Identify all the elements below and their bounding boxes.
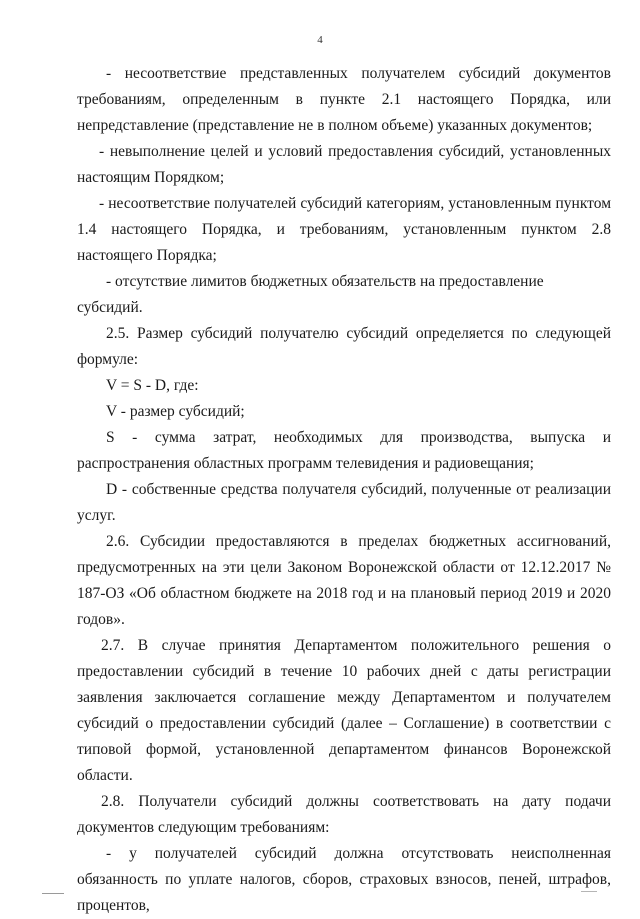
scan-edge-mark-right [581,891,597,892]
paragraph-2-8-requirements: 2.8. Получатели субсидий должны соответствовать на дату подачи документов следующим требованиям: [77,793,611,836]
scan-edge-mark-left [42,893,64,894]
paragraph-tax-obligations: - у получателей субсидий должна отсутствовать неисполненная обязанность по уплате налогов, сборов, страховых взносов, пеней, штрафов, процентов, [77,845,611,914]
formula-line: V = S - D, где: [106,377,199,394]
page-number: 4 [317,34,323,46]
document-body [77,61,611,919]
paragraph-budget-limits: - отсутствие лимитов бюджетных обязательств на предоставление субсидий. [77,273,544,316]
formula-definition-v: V - размер субсидий; [106,403,245,420]
formula-definition-s: S - сумма затрат, необходимых для производства, выпуска и распространения областных программ телевидения и радиовещания; [77,429,611,472]
paragraph-nonfulfillment-goals: - невыполнение целей и условий предоставления субсидий, установленных настоящим Порядком; [77,143,611,186]
paragraph-2-7-agreement: 2.7. В случае принятия Департаментом положительного решения о предоставлении субсидий в течение 10 рабочих дней с даты регистрации заявления заключается соглашение между Департаментом и получателем субсидий о предоставлении субсидий (далее – Соглашение) в соответствии с типовой формой, установленной департаментом финансов Воронежской области. [77,637,611,784]
paragraph-2-6-budget: 2.6. Субсидии предоставляются в пределах бюджетных ассигнований, предусмотренных на эти цели Законом Воронежской области от 12.12.2017 № 187-ОЗ «Об областном бюджете на 2018 год и на плановый период 2019 и 2020 годов». [77,533,611,628]
paragraph-nonconformity-categories: - несоответствие получателей субсидий категориям, установленным пунктом 1.4 настоящего Порядка, и требованиям, установленным пунктом 2.8 настоящего Порядка; [77,195,611,264]
paragraph-2-5-subsidy-size: 2.5. Размер субсидий получателю субсидий определяется по следующей формуле: [77,325,611,368]
paragraph-nonconformity-documents: - несоответствие представленных получателем субсидий документов требованиям, определенным в пункте 2.1 настоящего Порядка, или непредставление (представление не в полном объеме) указанных документов; [77,65,611,134]
formula-definition-d: D - собственные средства получателя субсидий, полученные от реализации услуг. [77,481,611,524]
